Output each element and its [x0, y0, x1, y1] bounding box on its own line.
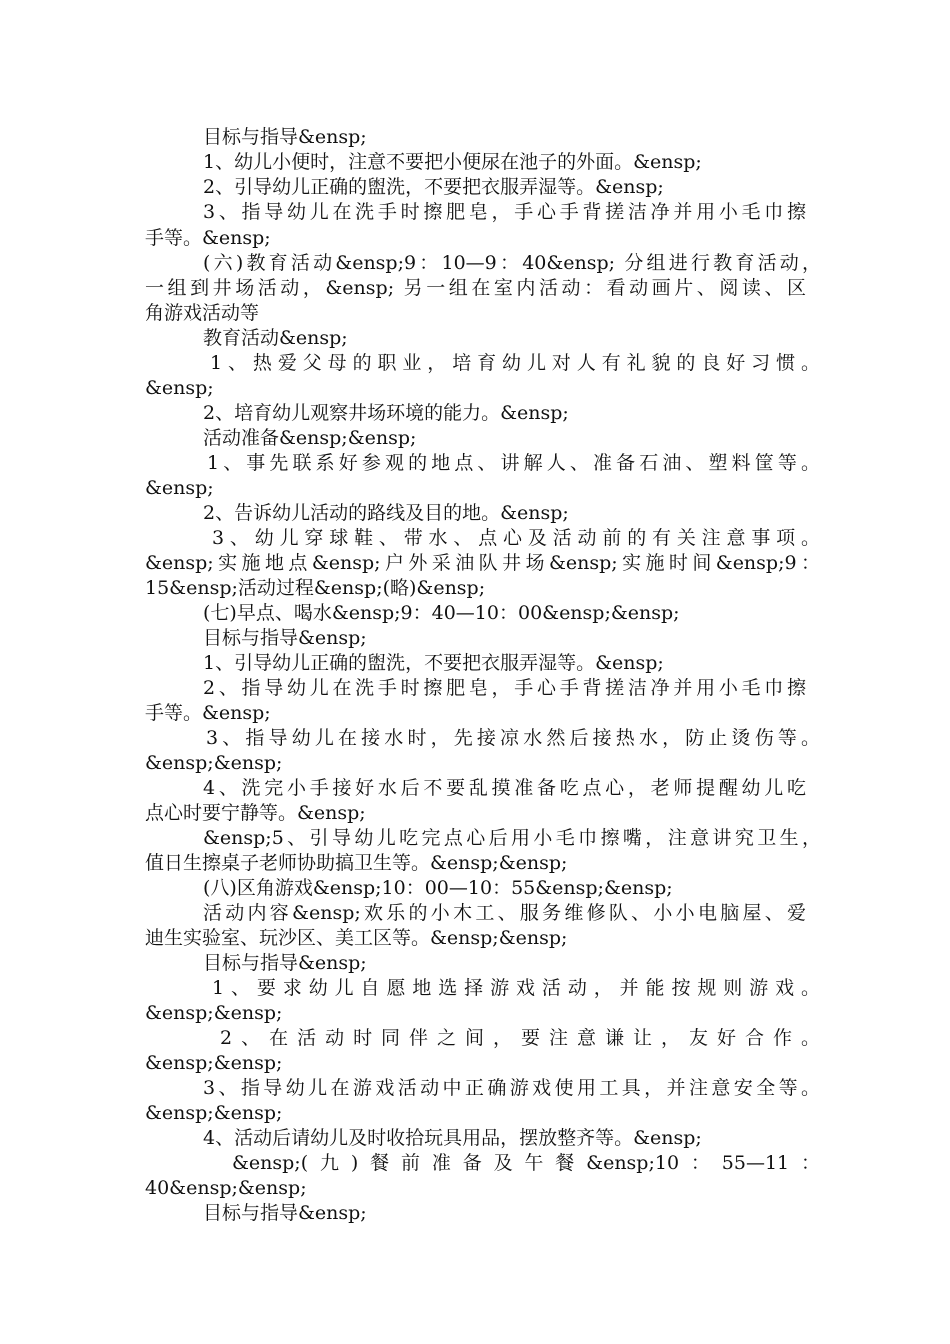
text-line: 目标与指导&ensp; — [203, 126, 367, 148]
text-line: 1、幼儿小便时，注意不要把小便尿在池子的外面。&ensp; — [203, 151, 702, 173]
text-line: 2、指导幼儿在洗手时擦肥皂，手心手背搓洁净并用小毛巾擦 — [203, 677, 806, 699]
text-line: &ensp;实施地点&ensp;户外采油队井场&ensp;实施时间&ensp;9： — [145, 552, 820, 574]
text-line: 3、指导幼儿在游戏活动中正确游戏使用工具，并注意安全等。 — [203, 1077, 820, 1099]
text-line: 目标与指导&ensp; — [203, 952, 367, 974]
text-line: 迪生实验室、玩沙区、美工区等。&ensp;&ensp; — [145, 927, 568, 949]
text-line: &ensp; — [145, 477, 214, 499]
text-line: 1、要求幼儿自愿地选择游戏活动，并能按规则游戏。 — [212, 977, 820, 999]
text-line: 点心时要宁静等。&ensp; — [145, 802, 366, 824]
text-line: &ensp;&ensp; — [145, 1002, 283, 1024]
text-line: 3、幼儿穿球鞋、带水、点心及活动前的有关注意事项。 — [212, 527, 820, 549]
text-line: (七)早点、喝水&ensp;9：40—10：00&ensp;&ensp; — [203, 602, 680, 624]
text-line: 1、事先联系好参观的地点、讲解人、准备石油、塑料筐等。 — [207, 452, 820, 474]
text-line: &ensp;(九)餐前准备及午餐&ensp;10：55—11： — [232, 1152, 820, 1174]
text-line: &ensp;&ensp; — [145, 1102, 283, 1124]
text-line: 2、引导幼儿正确的盥洗，不要把衣服弄湿等。&ensp; — [203, 176, 664, 198]
text-line: 40&ensp;&ensp; — [145, 1177, 307, 1199]
text-line: 3、指导幼儿在接水时，先接凉水然后接热水，防止烫伤等。 — [206, 727, 820, 749]
text-line: &ensp;&ensp; — [145, 1052, 283, 1074]
text-line: 手等。&ensp; — [145, 227, 271, 249]
text-line: 4、洗完小手接好水后不要乱摸准备吃点心，老师提醒幼儿吃 — [203, 777, 806, 799]
text-line: 1、热爱父母的职业，培育幼儿对人有礼貌的良好习惯。 — [210, 352, 820, 374]
text-line: 值日生擦桌子老师协助搞卫生等。&ensp;&ensp; — [145, 852, 568, 874]
text-line: 活动准备&ensp;&ensp; — [203, 427, 417, 449]
text-line: 手等。&ensp; — [145, 702, 271, 724]
text-line: 2、在活动时同伴之间，要注意谦让，友好合作。 — [220, 1027, 820, 1049]
text-line: &ensp;&ensp; — [145, 752, 283, 774]
text-line: 目标与指导&ensp; — [203, 1202, 367, 1224]
text-line: &ensp;5、引导幼儿吃完点心后用小毛巾擦嘴，注意讲究卫生， — [203, 827, 821, 849]
text-line: 1、引导幼儿正确的盥洗，不要把衣服弄湿等。&ensp; — [203, 652, 664, 674]
text-line: 2、告诉幼儿活动的路线及目的地。&ensp; — [203, 502, 569, 524]
text-line: 活动内容&ensp;欢乐的小木工、服务维修队、小小电脑屋、爱 — [203, 902, 806, 924]
text-line: 3、指导幼儿在洗手时擦肥皂，手心手背搓洁净并用小毛巾擦 — [203, 201, 806, 223]
text-line: (八)区角游戏&ensp;10：00—10：55&ensp;&ensp; — [203, 877, 673, 899]
text-line: 角游戏活动等 — [145, 302, 260, 324]
text-line: 2、培育幼儿观察井场环境的能力。&ensp; — [203, 402, 569, 424]
text-line: 目标与指导&ensp; — [203, 627, 367, 649]
text-line: (六)教育活动&ensp;9：10—9：40&ensp; 分组进行教育活动， — [203, 252, 821, 274]
text-line: 15&ensp;活动过程&ensp;(略)&ensp; — [145, 577, 486, 599]
text-line: 4、活动后请幼儿及时收拾玩具用品，摆放整齐等。&ensp; — [203, 1127, 702, 1149]
text-line: &ensp; — [145, 377, 214, 399]
text-line: 教育活动&ensp; — [203, 327, 348, 349]
text-line: 一组到井场活动，&ensp; 另一组在室内活动：看动画片、阅读、区 — [145, 277, 806, 299]
